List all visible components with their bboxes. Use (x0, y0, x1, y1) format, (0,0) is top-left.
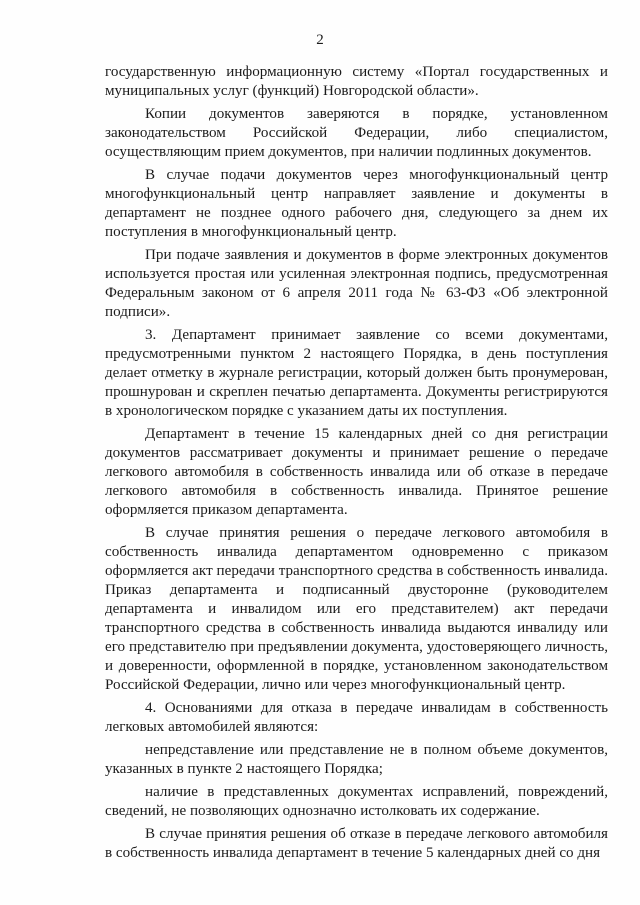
paragraph-refusal-reason-1: непредставление или представление не в полном объеме документов, указанных в пункте 2 настоящего Порядка; (105, 742, 608, 777)
paragraph-document-copies: Копии документов заверяются в порядке, установленном законодательством Российской Федерации, либо специалистом, осуществляющим прием документов, при наличии подлинных документов. (105, 106, 608, 160)
paragraph-item-4: 4. Основаниями для отказа в передаче инвалидам в собственность легковых автомобилей являются: (105, 700, 608, 735)
paragraph-mfc-submission: В случае подачи документов через многофункциональный центр многофункциональный центр направляет заявление и документы в департамент не позднее одного рабочего дня, следующего за днем их поступления в многофункциональный центр. (105, 167, 608, 240)
paragraph-electronic-signature: При подаче заявления и документов в форме электронных документов используется простая или усиленная электронная подпись, предусмотренная Федеральным законом от 6 апреля 2011 года № 63-ФЗ «Об электронной подписи». (105, 247, 608, 320)
paragraph-refusal-decision: В случае принятия решения об отказе в передаче легкового автомобиля в собственность инвалида департамент в течение 5 календарных дней со дня (105, 826, 608, 861)
page-number: 2 (316, 32, 324, 48)
paragraph-transfer-act: В случае принятия решения о передаче легкового автомобиля в собственность инвалида департаментом одновременно с приказом оформляется акт передачи транспортного средства в собственность инвалида. Приказ департамента и подписанный двусторонне (руководителем департамента и инвалидом или его представителем) акт передачи транспортного средства в собственность инвалида выдаются инвалиду или его представителю при предъявлении документа, удостоверяющего личность, и доверенности, оформленной в порядке, установленном законодательством Российской Федерации, лично или через многофункциональный центр. (105, 525, 608, 693)
paragraph-item-3: 3. Департамент принимает заявление со всеми документами, предусмотренными пунктом 2 настоящего Порядка, в день поступления делает отметку в журнале регистрации, который должен быть пронумерован, прошнурован и скреплен печатью департамента. Документы регистрируются в хронологическом порядке с указанием даты их поступления. (105, 327, 608, 419)
paragraph-portal-continuation: государственную информационную систему «Портал государственных и муниципальных услуг (функций) Новгородской области». (105, 64, 608, 99)
paragraph-refusal-reason-2: наличие в представленных документах исправлений, повреждений, сведений, не позволяющих однозначно истолковать их содержание. (105, 784, 608, 819)
document-body (105, 63, 608, 867)
paragraph-review-period: Департамент в течение 15 календарных дней со дня регистрации документов рассматривает документы и принимает решение о передаче легкового автомобиля в собственность инвалида или об отказе в передаче легкового автомобиля в собственность инвалида. Принятое решение оформляется приказом департамента. (105, 426, 608, 518)
